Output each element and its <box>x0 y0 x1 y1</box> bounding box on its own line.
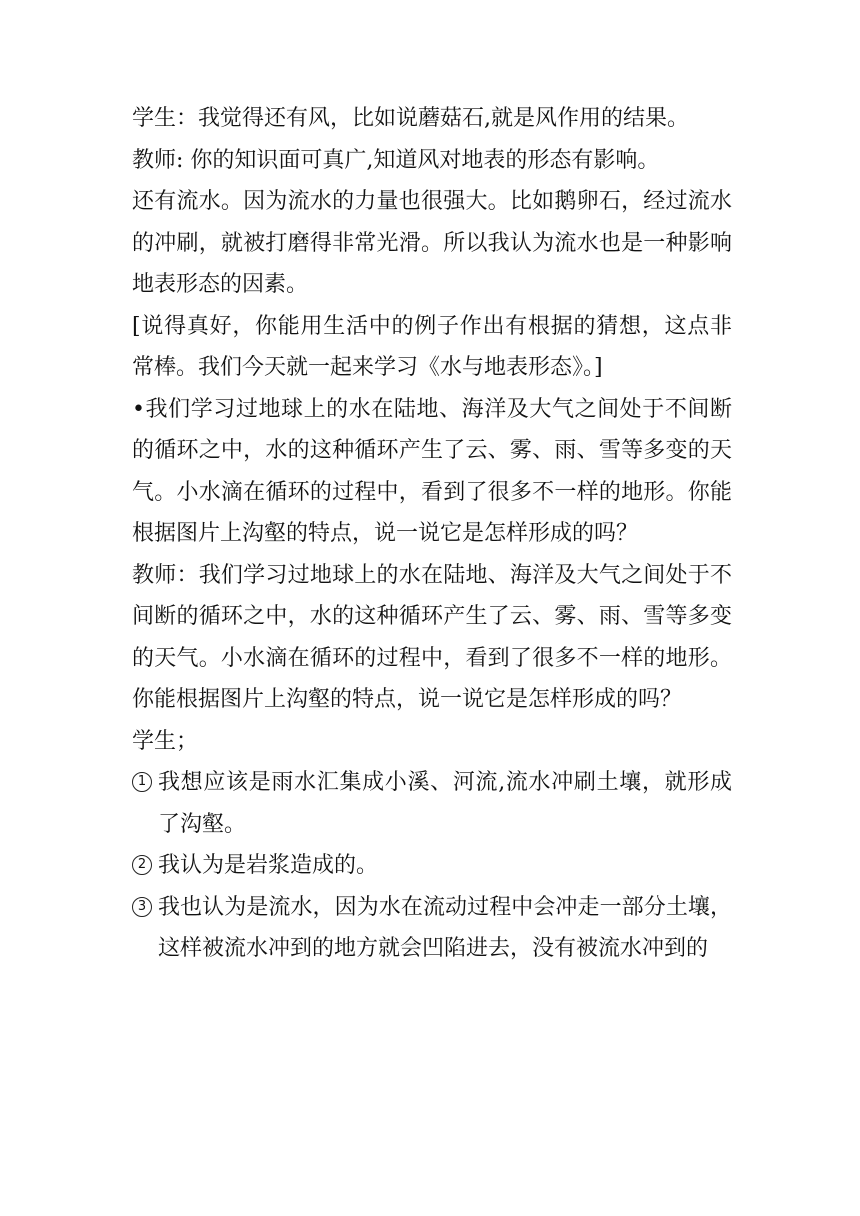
paragraph-student-wind: 学生：我觉得还有风，比如说蘑菇石,就是风作用的结果。 <box>132 106 689 131</box>
paragraph-running-water: 还有流水。因为流水的力量也很强大。比如鹅卵石，经过流水的冲刷，就被打磨得非常光滑。所以我认为流水也是一种影响地表形态的因素。 <box>132 189 732 297</box>
paragraph-bullet-question: •我们学习过地球上的水在陆地、海洋及大气之间处于不间断的循环之中，水的这种循环产生了云、雾、雨、雪等多变的天气。小水滴在循环的过程中，看到了很多不一样的地形。你能根据图片上沟壑的特点，说一说它是怎样形成的吗？ <box>132 396 732 546</box>
list-item <box>132 762 732 845</box>
list-item <box>132 887 732 970</box>
list-item-text: 我想应该是雨水汇集成小溪、河流,流水冲刷土壤，就形成了沟壑。 <box>158 770 732 837</box>
circled-number-icon: 1 <box>132 772 152 792</box>
paragraph-student-label: 学生； <box>132 728 199 754</box>
paragraph-teacher-wind: 教师: 你的知识面可真广,知道风对地表的形态有影响。 <box>132 147 660 173</box>
list-item-text: 我认为是岩浆造成的。 <box>158 853 379 878</box>
list-item-text: 我也认为是流水，因为水在流动过程中会冲走一部分土壤，这样被流水冲到的地方就会凹陷进去，没有被流水冲到的 <box>158 894 732 961</box>
circled-number-icon: 2 <box>132 855 152 875</box>
circled-number-icon: 3 <box>132 897 152 917</box>
document-body <box>132 98 732 970</box>
paragraph-teacher-praise: [说得真好，你能用生活中的例子作出有根据的猜想，这点非常棒。我们今天就一起来学习《水与地表形态》。] <box>132 313 732 380</box>
paragraph-teacher-question: 教师：我们学习过地球上的水在陆地、海洋及大气之间处于不间断的循环之中，水的这种循环产生了云、雾、雨、雪等多变的天气。小水滴在循环的过程中，看到了很多不一样的地形。你能根据图片上沟壑的特点，说一说它是怎样形成的吗？ <box>132 562 732 712</box>
list-item <box>132 845 732 887</box>
